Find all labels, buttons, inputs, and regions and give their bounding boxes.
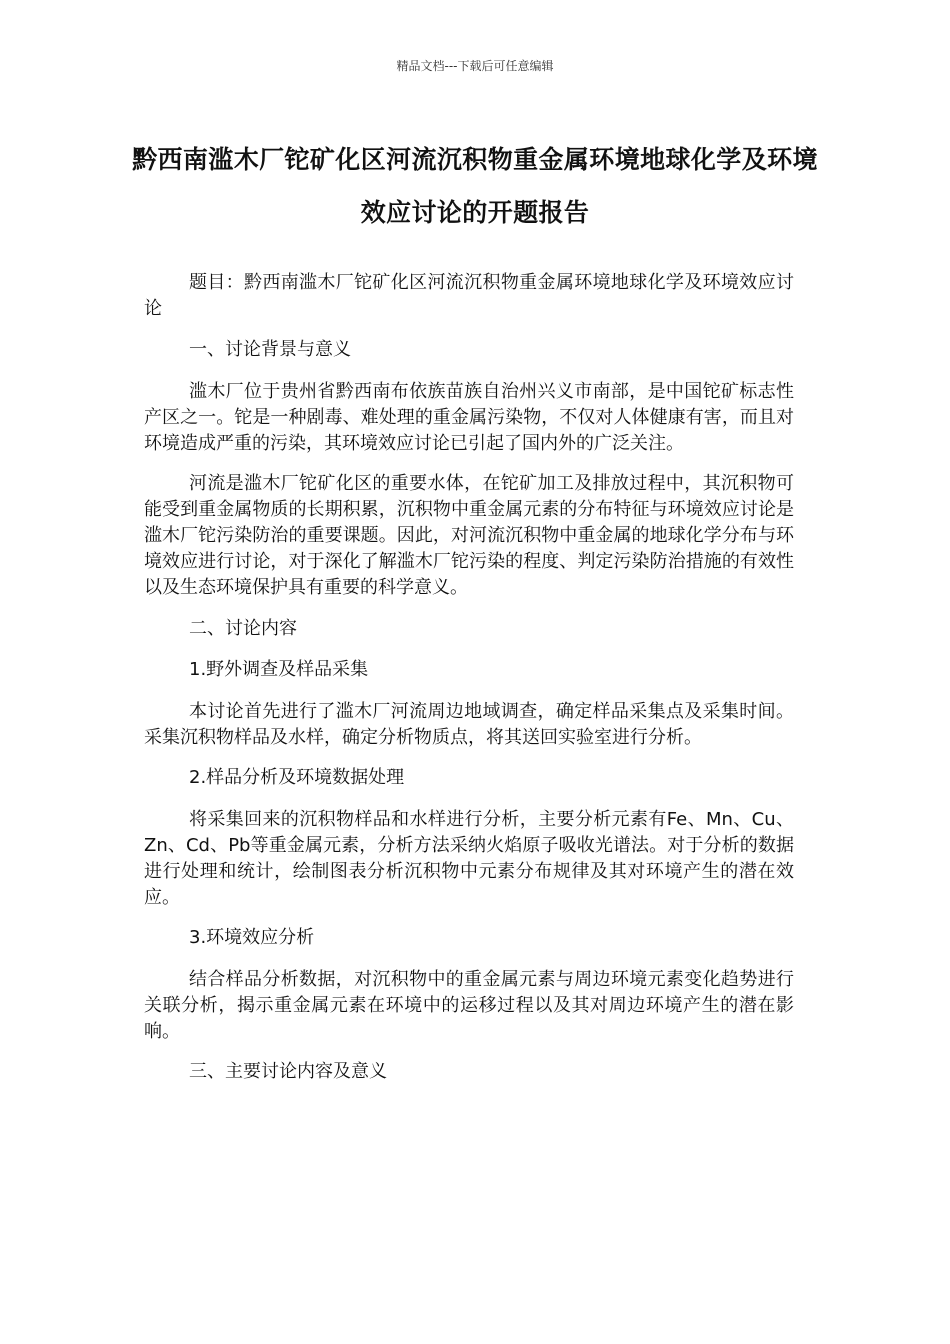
page-header-note: 精品文档---下载后可任意编辑 <box>396 59 554 73</box>
paragraph-field-survey: 本讨论首先进行了滥木厂河流周边地域调查，确定样品采集点及采集时间。采集沉积物样品及水样，确定分析物质点，将其送回实验室进行分析。 <box>144 700 794 748</box>
document-body <box>144 270 794 1101</box>
subsection-heading-sample-analysis: 2.样品分析及环境数据处理 <box>189 767 405 788</box>
section-heading-background: 一、讨论背景与意义 <box>189 339 351 360</box>
paragraph-sample-analysis: 将采集回来的沉积物样品和水样进行分析，主要分析元素有Fe、Mn、Cu、Zn、Cd、Pb等重金属元素，分析方法采纳火焰原子吸收光谱法。对于分析的数据进行处理和统计，绘制图表分析沉积物中元素分布规律及其对环境产生的潜在效应。 <box>144 808 794 908</box>
paragraph-background-1: 滥木厂位于贵州省黔西南布依族苗族自治州兴义市南部，是中国铊矿标志性产区之一。铊是一种剧毒、难处理的重金属污染物，不仅对人体健康有害，而且对环境造成严重的污染，其环境效应讨论已引起了国内外的广泛关注。 <box>144 380 794 454</box>
paragraph-topic: 题目：黔西南滥木厂铊矿化区河流沉积物重金属环境地球化学及环境效应讨论 <box>144 272 794 319</box>
document-title: 黔西南滥木厂铊矿化区河流沉积物重金属环境地球化学及环境效应讨论的开题报告 <box>132 145 818 227</box>
section-heading-main-content: 三、主要讨论内容及意义 <box>189 1061 387 1082</box>
subsection-heading-environmental-effect: 3.环境效应分析 <box>189 927 315 948</box>
subsection-heading-field-survey: 1.野外调查及样品采集 <box>189 659 369 680</box>
section-heading-content: 二、讨论内容 <box>189 617 297 639</box>
paragraph-environmental-effect: 结合样品分析数据，对沉积物中的重金属元素与周边环境元素变化趋势进行关联分析，揭示重金属元素在环境中的运移过程以及其对周边环境产生的潜在影响。 <box>144 968 794 1042</box>
paragraph-background-2: 河流是滥木厂铊矿化区的重要水体，在铊矿加工及排放过程中，其沉积物可能受到重金属物质的长期积累，沉积物中重金属元素的分布特征与环境效应讨论是滥木厂铊污染防治的重要课题。因此，对河流沉积物中重金属的地球化学分布与环境效应进行讨论，对于深化了解滥木厂铊污染的程度、判定污染防治措施的有效性以及生态环境保护具有重要的科学意义。 <box>144 473 794 598</box>
